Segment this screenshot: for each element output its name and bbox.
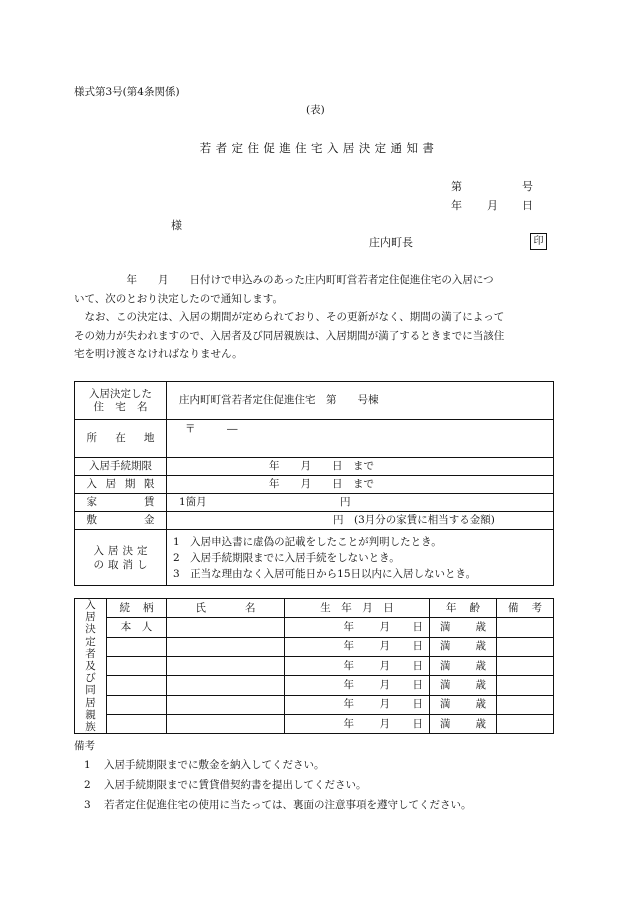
char: 宅 [115, 400, 126, 413]
paragraph-line: 宅を明け渡さなければなりません。 [74, 348, 243, 360]
char: 名 [245, 601, 256, 614]
paragraph-line: なお、この決定は、入居の期間が定められており、その更新がなく、期間の満了によって [74, 311, 505, 323]
name-cell [167, 714, 285, 733]
remarks-cell [497, 695, 554, 714]
age-prefix: 満 [440, 679, 451, 692]
char: 住 [93, 400, 104, 413]
char: 期 [124, 478, 136, 491]
birthdate-cell [285, 618, 430, 637]
family-row [75, 618, 554, 637]
name-cell [167, 656, 285, 675]
char: 居 [85, 611, 96, 624]
rent-label-text [87, 496, 155, 509]
family-side-label [75, 599, 107, 734]
char: 消 [122, 558, 133, 571]
note-text: 入居手続期限までに敷金を納入してください。 [104, 759, 325, 771]
doc-date-year: 年 [451, 199, 462, 212]
age-cell [430, 676, 497, 695]
char: 柄 [143, 601, 154, 614]
char: の [93, 558, 104, 571]
char: 入 [93, 544, 104, 557]
age-suffix: 歳 [475, 621, 486, 634]
year-char: 年 [343, 640, 354, 653]
rent-value [167, 494, 554, 512]
char: 所 [86, 432, 97, 445]
residence-row [75, 382, 554, 420]
day-char: 日 [412, 621, 423, 634]
char: 敷 [86, 514, 97, 527]
note-number: 1 [84, 759, 91, 771]
age-suffix: 歳 [475, 717, 486, 730]
char: 続 [119, 601, 130, 614]
residence-label-line2 [94, 401, 148, 414]
rent-yen: 円 [340, 496, 351, 509]
char: 齢 [469, 601, 480, 614]
day-char: 日 [412, 717, 423, 730]
notice-paragraph-2 [74, 308, 554, 364]
family-row [75, 714, 554, 733]
rent-row [75, 494, 554, 512]
family-table [74, 598, 554, 734]
birthdate-cell [285, 714, 430, 733]
cancellation-item: 1 入居申込書に虚偽の記載をしたことが判明したとき。 [173, 535, 442, 548]
char: し [137, 558, 148, 571]
family-row [75, 676, 554, 695]
term-label-text [87, 478, 155, 491]
deposit-row [75, 512, 554, 530]
age-suffix: 歳 [475, 698, 486, 711]
header-age-text [446, 602, 480, 615]
month-char: 月 [379, 659, 390, 672]
char: 定 [85, 635, 96, 648]
cancellation-item: 3 正当な理由なく入居可能日から15日以内に入居しないとき。 [173, 567, 477, 580]
birthdate-cell [285, 676, 430, 695]
deposit-label-text [87, 514, 155, 527]
header-birthdate: 生 年 月 日 [285, 599, 430, 618]
char: び [85, 672, 96, 685]
char: 氏 [195, 601, 206, 614]
family-header-row [75, 599, 554, 618]
char: 家 [86, 496, 97, 509]
procedure-deadline-row [75, 458, 554, 476]
addressee-honorific: 様 [171, 219, 182, 232]
char: 親 [85, 708, 96, 721]
month-char: 月 [379, 640, 390, 653]
age-suffix: 歳 [475, 640, 486, 653]
relation-cell [107, 695, 167, 714]
term-label [75, 476, 167, 494]
name-cell [167, 676, 285, 695]
remarks-cell [497, 637, 554, 656]
relation-cell: 本 人 [107, 618, 167, 637]
age-suffix: 歳 [475, 679, 486, 692]
header-remarks [497, 599, 554, 618]
month-char: 月 [379, 621, 390, 634]
name-cell [167, 637, 285, 656]
header-relation-text [120, 602, 154, 615]
year-char: 年 [343, 621, 354, 634]
deposit-label [75, 512, 167, 530]
year-char: 年 [343, 717, 354, 730]
procedure-deadline-value: 年 月 日 まで [167, 458, 554, 476]
note-text: 若者定住促進住宅の使用に当たっては、裏面の注意事項を遵守してください。 [104, 799, 472, 811]
age-prefix: 満 [440, 640, 451, 653]
term-row [75, 476, 554, 494]
family-row [75, 656, 554, 675]
doc-date-day: 日 [522, 199, 533, 212]
paragraph-line: 年 月 日付けで申込みのあった庄内町町営若者定住促進住宅の入居につ [74, 274, 494, 286]
doc-number-suffix: 号 [522, 180, 533, 193]
year-char: 年 [343, 659, 354, 672]
char: 賃 [144, 496, 155, 509]
char: 及 [85, 660, 96, 673]
char: 者 [85, 647, 96, 660]
day-char: 日 [412, 679, 423, 692]
note-number: 2 [84, 779, 91, 791]
note-text: 入居手続期限までに賃貸借契約書を提出してください。 [104, 779, 367, 791]
char: 族 [85, 721, 96, 734]
age-prefix: 満 [440, 698, 451, 711]
char: 在 [115, 432, 126, 445]
cancellation-conditions [167, 530, 554, 586]
family-row [75, 695, 554, 714]
age-prefix: 満 [440, 621, 451, 634]
form-number: 様式第3号(第4条関係) [74, 86, 180, 98]
remarks-cell [497, 714, 554, 733]
header-age [430, 599, 497, 618]
age-cell [430, 618, 497, 637]
char: 入 [86, 478, 97, 491]
remarks-cell [497, 656, 554, 675]
cancellation-item: 2 入居手続期限までに入居手続をしないとき。 [173, 551, 400, 564]
age-prefix: 満 [440, 659, 451, 672]
char: 入 [85, 599, 96, 611]
char: 備 [508, 601, 519, 614]
residence-label [75, 382, 167, 420]
procedure-deadline-label: 入居手続期限 [75, 458, 167, 476]
note-item [84, 779, 367, 792]
name-cell [167, 695, 285, 714]
note-item [84, 799, 472, 812]
rent-label [75, 494, 167, 512]
year-char: 年 [343, 698, 354, 711]
relation-cell [107, 676, 167, 695]
header-remarks-text [508, 602, 542, 615]
note-item [84, 759, 325, 772]
char: 同 [85, 684, 96, 697]
month-char: 月 [379, 698, 390, 711]
relation-cell [107, 637, 167, 656]
char: 定 [137, 544, 148, 557]
issuer-name: 庄内町長 [369, 236, 413, 249]
char: 居 [108, 544, 119, 557]
char: 決 [85, 623, 96, 636]
char: 地 [144, 432, 155, 445]
residence-label-line1: 入居決定した [89, 387, 152, 400]
char: 年 [446, 601, 457, 614]
header-relation [107, 599, 167, 618]
char: 金 [144, 514, 155, 527]
age-suffix: 歳 [475, 659, 486, 672]
residence-value: 庄内町町営若者定住促進住宅 第 号棟 [167, 382, 554, 420]
relation-cell [107, 656, 167, 675]
document-title: 若者定住促進住宅入居決定通知書 [199, 141, 439, 155]
month-char: 月 [379, 679, 390, 692]
paragraph-line: いて、次のとおり決定したので通知します。 [74, 292, 283, 305]
family-row [75, 637, 554, 656]
header-name-text [196, 602, 256, 615]
char: 取 [108, 558, 119, 571]
year-char: 年 [343, 679, 354, 692]
rent-unit: 1箇月 [179, 496, 207, 509]
age-cell [430, 695, 497, 714]
decision-table [74, 381, 554, 586]
term-value: 年 月 日 まで [167, 476, 554, 494]
doc-date-month: 月 [487, 199, 498, 212]
char: 考 [531, 601, 542, 614]
age-cell [430, 656, 497, 675]
doc-number-prefix: 第 [451, 180, 462, 193]
note-number: 3 [84, 799, 91, 811]
age-prefix: 満 [440, 717, 451, 730]
remarks-cell [497, 676, 554, 695]
char: 居 [105, 478, 117, 491]
notes-heading: 備考 [74, 740, 95, 752]
location-row [75, 420, 554, 458]
age-cell [430, 637, 497, 656]
cancellation-label [75, 530, 167, 586]
header-name [167, 599, 285, 618]
location-label [75, 420, 167, 458]
birthdate-cell [285, 637, 430, 656]
char: 居 [85, 696, 96, 709]
cancellation-label-line1 [94, 544, 148, 558]
side-label: (表) [306, 104, 325, 116]
char: 限 [143, 478, 155, 491]
day-char: 日 [412, 698, 423, 711]
cancellation-row [75, 530, 554, 586]
location-label-text [87, 432, 155, 445]
birthdate-cell [285, 695, 430, 714]
day-char: 日 [412, 659, 423, 672]
location-value: 〒 ― [167, 420, 554, 458]
relation-cell [107, 714, 167, 733]
notice-paragraph-1 [74, 271, 554, 308]
cancellation-label-line2 [94, 558, 148, 572]
paragraph-line: その効力が失われますので、入居者及び同居親族は、入居期間が満了するときまでに当該住 [74, 329, 505, 342]
day-char: 日 [412, 640, 423, 653]
char: 決 [122, 544, 133, 557]
remarks-cell [497, 618, 554, 637]
char: 名 [137, 400, 148, 413]
seal-stamp: 印 [530, 233, 547, 250]
birthdate-cell [285, 656, 430, 675]
age-cell [430, 714, 497, 733]
month-char: 月 [379, 717, 390, 730]
deposit-value: 円 (3月分の家賃に相当する金額) [167, 512, 554, 530]
name-cell [167, 618, 285, 637]
